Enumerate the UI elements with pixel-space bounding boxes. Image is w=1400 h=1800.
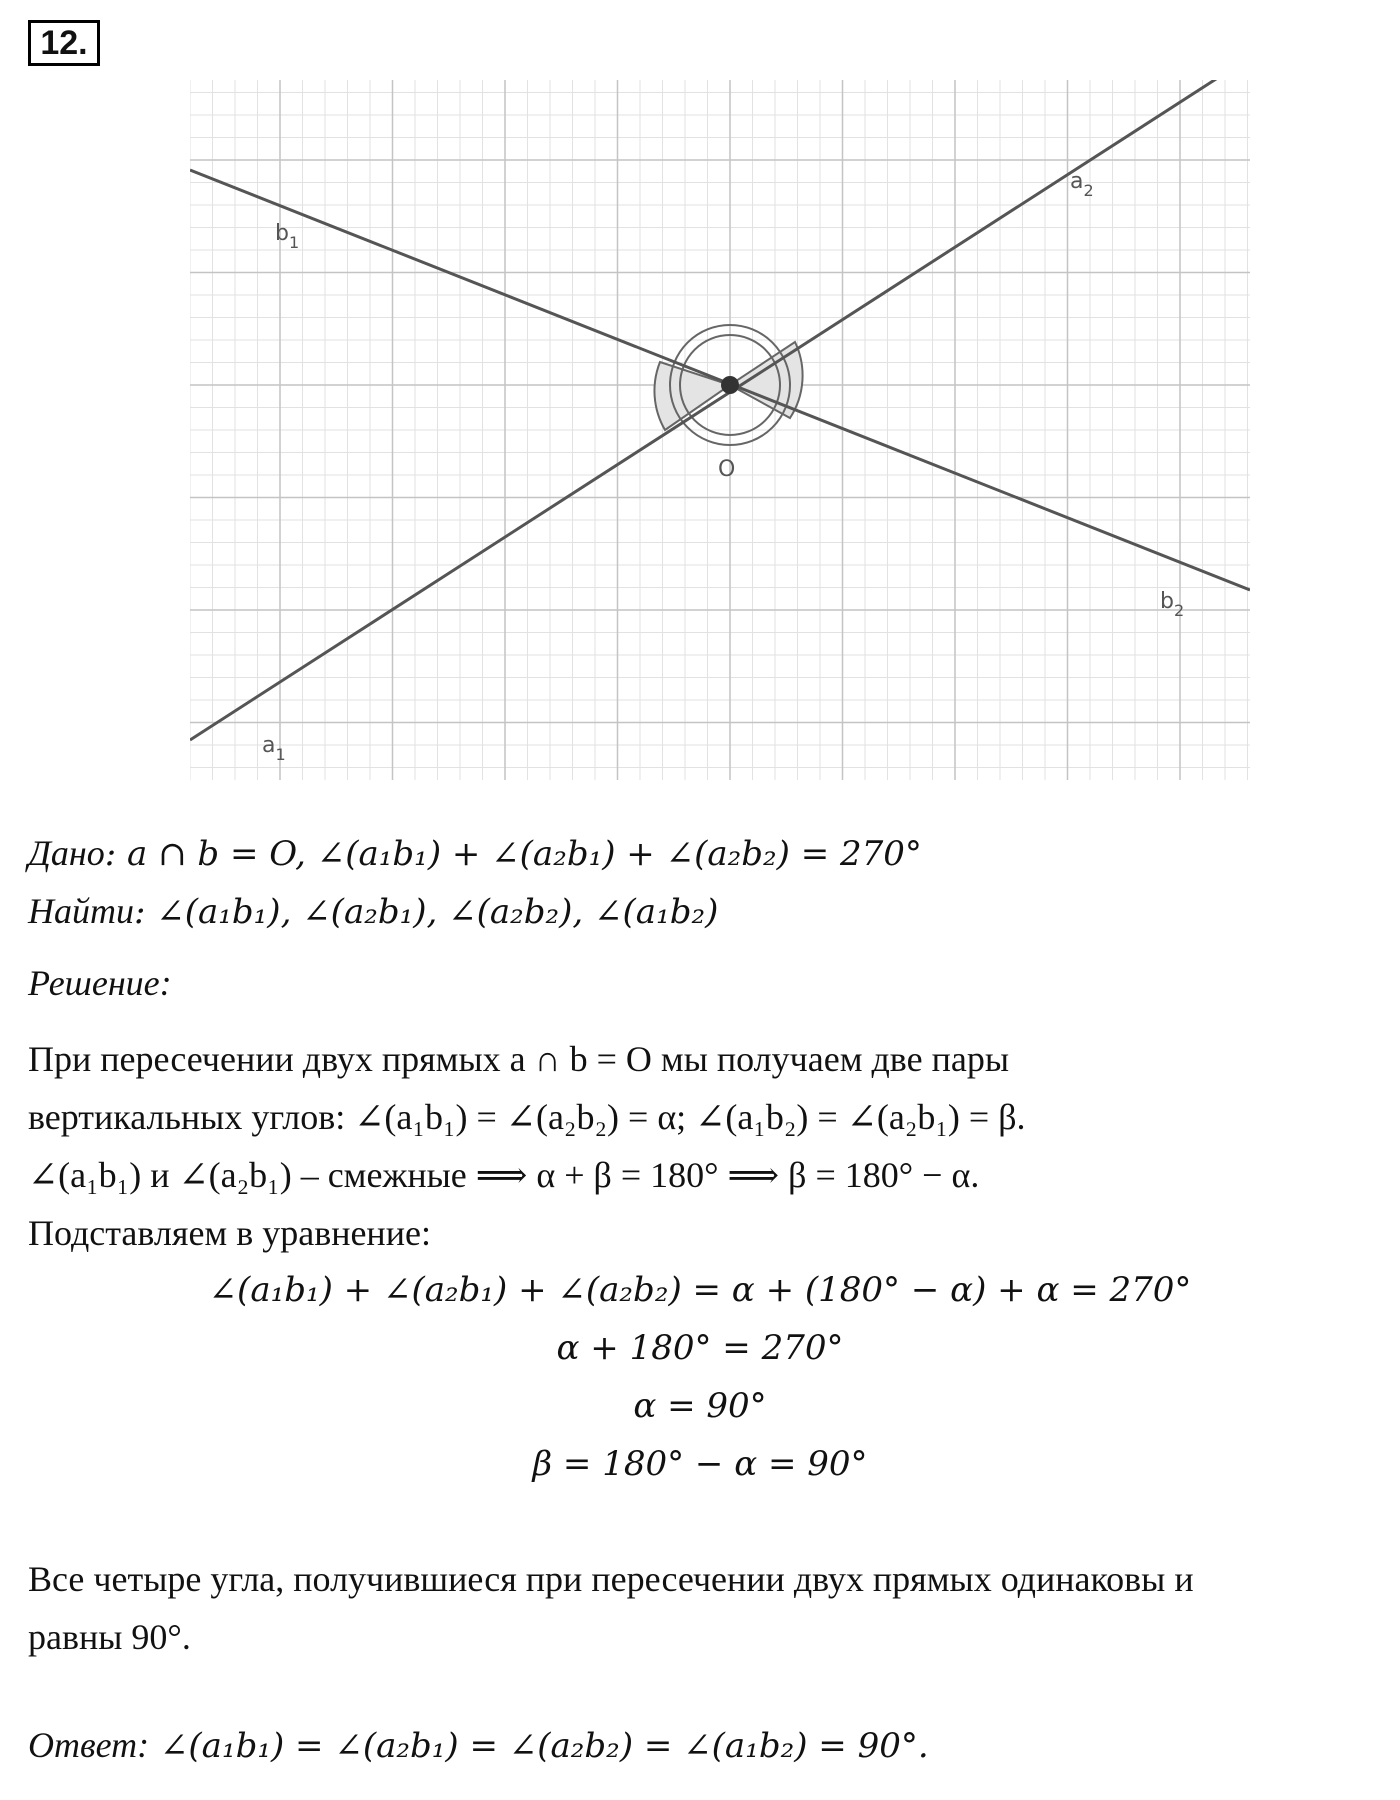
problem-number: 12. (28, 20, 100, 66)
intersecting-lines-figure (190, 80, 1250, 780)
given-line (28, 832, 922, 874)
equation-4: β = 180° − α = 90° (532, 1444, 868, 1484)
angle-sector-left (654, 362, 730, 430)
conclusion-line-2: равны 90°. (28, 1617, 191, 1657)
label-o: O (718, 457, 736, 482)
answer-label: Ответ: (28, 1725, 150, 1765)
label-a2: $a_2$ (1070, 169, 1094, 200)
text-line-1: При пересечении двух прямых a ∩ b = O мы получаем две пары (28, 1039, 1009, 1079)
label-b1: $b_1$ (275, 221, 300, 252)
find-expression: : ∠(a₁b₁), ∠(a₂b₁), ∠(a₂b₂), ∠(a₁b₂) (134, 892, 719, 932)
label-b2: $b_2$ (1160, 589, 1185, 620)
equation-2: α + 180° = 270° (556, 1328, 844, 1368)
label-a1: $a_1$ (262, 733, 286, 764)
equation-3: α = 90° (633, 1386, 767, 1426)
find-label: Найти (28, 891, 134, 931)
given-expression: : a ∩ b = O, ∠(a₁b₁) + ∠(a₂b₁) + ∠(a₂b₂) = 270° (104, 834, 922, 874)
text-line-2: вертикальных углов: ∠(a₁b₁) = ∠(a₂b₂) = α; ∠(a₁b₂) = ∠(a₂b₁) = β. (28, 1097, 1026, 1137)
answer-line (28, 1724, 929, 1766)
text-line-3: ∠(a₁b₁) и ∠(a₂b₁) – смежные ⟹ α + β = 180° ⟹ β = 180° − α. (28, 1155, 980, 1195)
solution-heading: Решение: (28, 963, 172, 1003)
text-line-4: Подставляем в уравнение: (28, 1213, 431, 1253)
line-b (190, 170, 1250, 590)
given-label: Дано (28, 833, 105, 873)
point-o (721, 376, 739, 394)
conclusion-line-1: Все четыре угла, получившиеся при пересечении двух прямых одинаковы и (28, 1559, 1194, 1599)
answer-expression: ∠(a₁b₁) = ∠(a₂b₁) = ∠(a₂b₂) = ∠(a₁b₂) = 90°. (149, 1726, 929, 1766)
find-line (28, 890, 718, 932)
equation-1: ∠(a₁b₁) + ∠(a₂b₁) + ∠(a₂b₂) = α + (180° − α) + α = 270° (208, 1270, 1192, 1310)
